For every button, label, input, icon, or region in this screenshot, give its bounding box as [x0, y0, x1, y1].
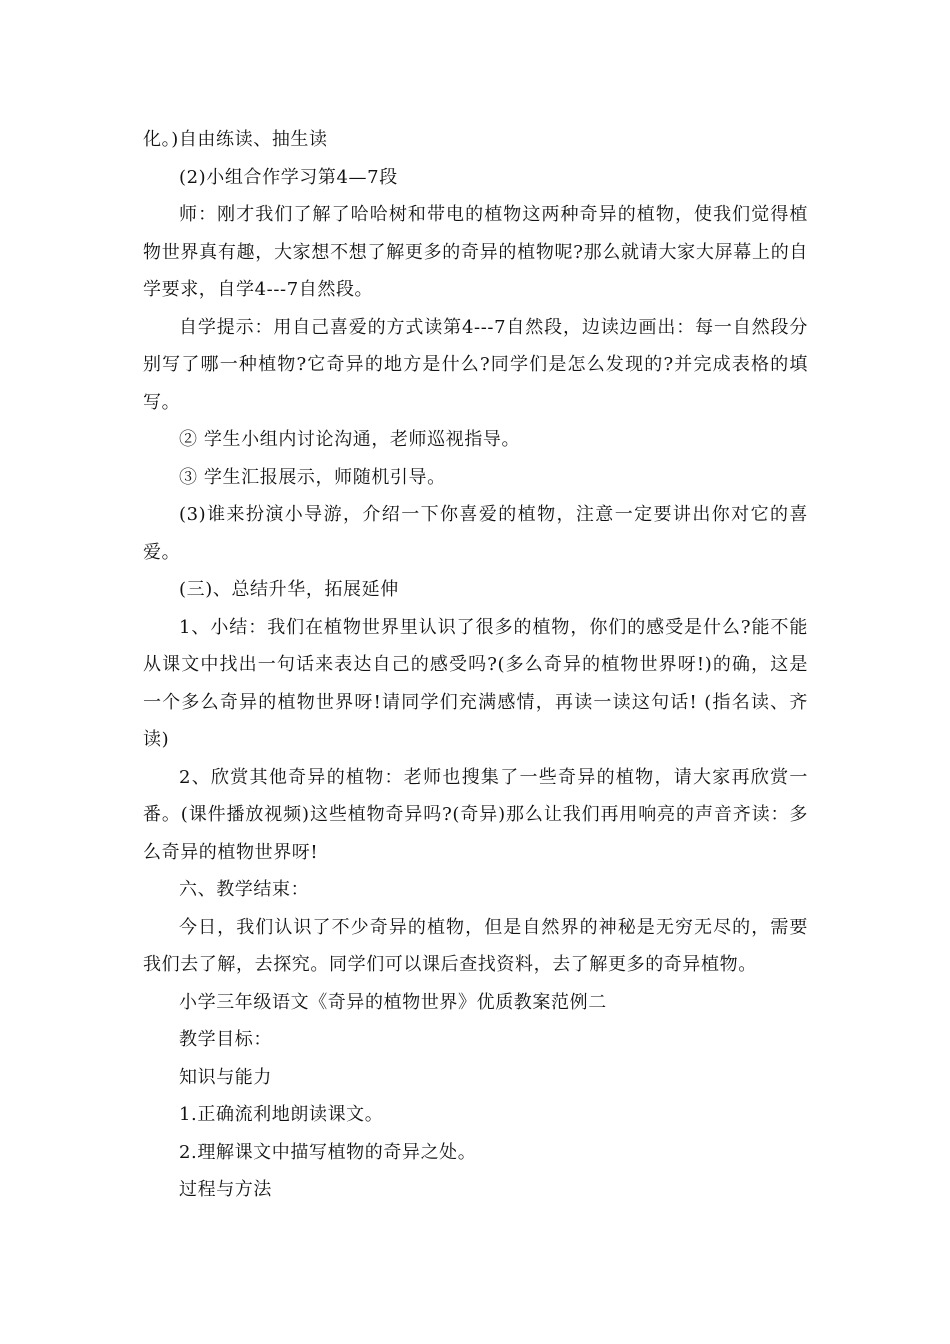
subsection-heading: 知识与能力 [179, 1066, 272, 1088]
paragraph: ② 学生小组内讨论沟通，老师巡视指导。 [179, 429, 521, 450]
list-item: 2.理解课文中描写植物的奇异之处。 [179, 1141, 477, 1163]
paragraph: 2、欣赏其他奇异的植物：老师也搜集了一些奇异的植物，请大家再欣赏一番。(课件播放视频)这些植物奇异吗?(奇异)那么让我们再用响亮的声音齐读：多么奇异的植物世界呀! [143, 766, 808, 863]
paragraph: 1、小结：我们在植物世界里认识了很多的植物，你们的感受是什么?能不能从课文中找出一句话来表达自己的感受吗?(多么奇异的植物世界呀!)的确，这是一个多么奇异的植物世界呀!请同学们充满感情，再读一读这句话! (指名读、齐读) [143, 616, 808, 750]
section-heading: (三)、总结升华，拓展延伸 [179, 579, 399, 600]
list-item: 1.正确流利地朗读课文。 [179, 1104, 384, 1125]
paragraph: 自学提示：用自己喜爱的方式读第4---7自然段，边读边画出：每一自然段分别写了哪一种植物?它奇异的地方是什么?同学们是怎么发现的?并完成表格的填写。 [143, 316, 808, 413]
paragraph: (2)小组合作学习第4—7段 [179, 166, 398, 188]
paragraph: (3)谁来扮演小导游，介绍一下你喜爱的植物，注意一定要讲出你对它的喜爱。 [143, 504, 808, 563]
subsection-heading: 过程与方法 [179, 1179, 272, 1200]
document-body [143, 121, 808, 1209]
paragraph: 师：刚才我们了解了哈哈树和带电的植物这两种奇异的植物，使我们觉得植物世界真有趣，大家想不想了解更多的奇异的植物呢?那么就请大家大屏幕上的自学要求，自学4---7自然段。 [143, 204, 808, 300]
paragraph: ③ 学生汇报展示，师随机引导。 [179, 466, 446, 488]
section-heading: 教学目标： [179, 1029, 272, 1050]
paragraph: 今日，我们认识了不少奇异的植物，但是自然界的神秘是无穷无尽的，需要我们去了解，去探究。同学们可以课后查找资料，去了解更多的奇异植物。 [143, 916, 808, 975]
paragraph: 化。)自由练读、抽生读 [143, 129, 328, 150]
section-heading: 六、教学结束： [179, 879, 310, 900]
document-title: 小学三年级语文《奇异的植物世界》优质教案范例二 [179, 991, 607, 1013]
